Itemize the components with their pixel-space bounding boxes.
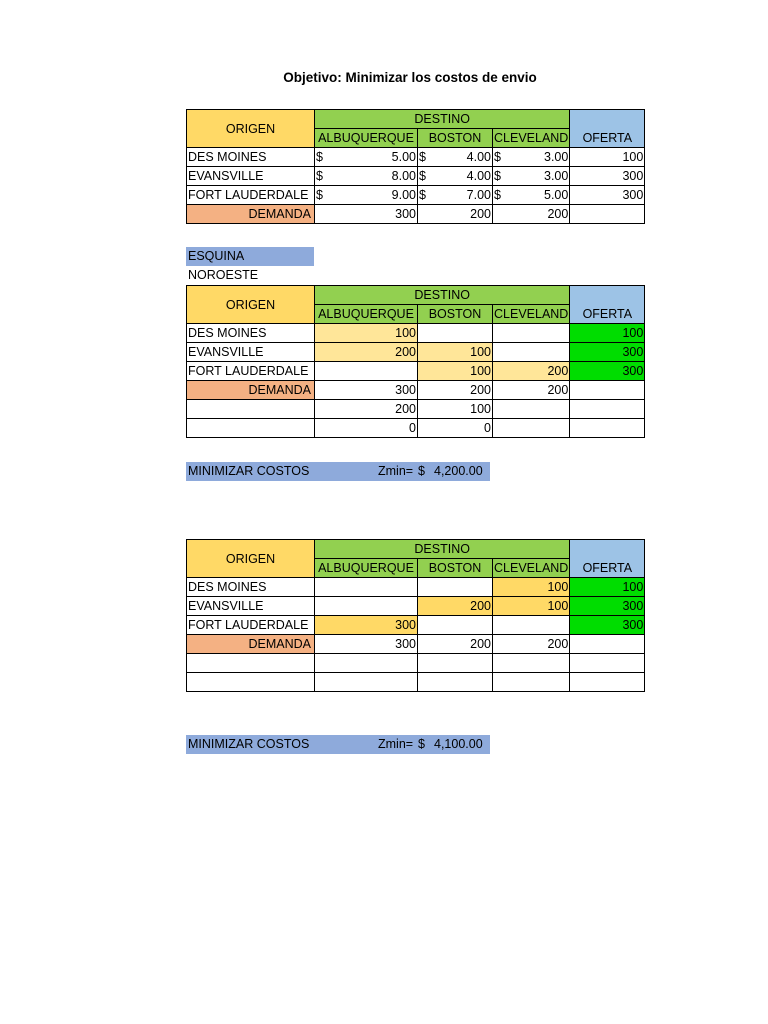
- zmin-label: Zmin=: [378, 464, 414, 478]
- allocation-cell[interactable]: [418, 616, 493, 635]
- oferta-cell[interactable]: 300: [570, 362, 645, 381]
- destino-header: DESTINO: [315, 286, 570, 305]
- origen-header: ORIGEN: [187, 540, 315, 578]
- oferta-cell[interactable]: 100: [570, 324, 645, 343]
- cost-table: [186, 109, 645, 224]
- demanda-cell[interactable]: 200: [418, 635, 493, 654]
- table-row: [187, 186, 645, 205]
- origin-name: DES MOINES: [187, 148, 315, 167]
- method-label: ESQUINA NOROESTE: [186, 247, 314, 266]
- destino-header: DESTINO: [315, 110, 570, 129]
- allocation-cell[interactable]: 200: [493, 362, 570, 381]
- demanda-label: DEMANDA: [187, 205, 315, 224]
- empty-cell[interactable]: [570, 635, 645, 654]
- oferta-cell[interactable]: 100: [570, 578, 645, 597]
- col-cleveland: CLEVELAND: [493, 305, 570, 324]
- table-row: [187, 597, 645, 616]
- summary-label: MINIMIZAR COSTOS: [188, 737, 310, 751]
- empty-cell[interactable]: [187, 673, 315, 692]
- demanda-cell[interactable]: 300: [315, 635, 418, 654]
- empty-cell[interactable]: [570, 400, 645, 419]
- origin-name: EVANSVILLE: [187, 167, 315, 186]
- summary-bar-1: [186, 462, 490, 481]
- table-row: [187, 616, 645, 635]
- alternative-table: [186, 539, 645, 692]
- oferta-header: OFERTA: [570, 286, 645, 324]
- page-title: Objetivo: Minimizar los costos de envio: [283, 70, 537, 85]
- empty-row: [187, 654, 645, 673]
- zmin-label: Zmin=: [378, 737, 414, 751]
- col-boston: BOSTON: [418, 129, 493, 148]
- demanda-row: [187, 381, 645, 400]
- allocation-cell[interactable]: 100: [493, 597, 570, 616]
- remaining-cell[interactable]: 0: [315, 419, 418, 438]
- cost-cell[interactable]: $ 4.00: [418, 167, 493, 186]
- empty-cell[interactable]: [418, 673, 493, 692]
- allocation-cell[interactable]: [418, 578, 493, 597]
- col-albuquerque: ALBUQUERQUE: [315, 129, 418, 148]
- demanda-row: [187, 635, 645, 654]
- origen-header: ORIGEN: [187, 110, 315, 148]
- col-albuquerque: ALBUQUERQUE: [315, 305, 418, 324]
- empty-cell[interactable]: [570, 205, 645, 224]
- empty-row: [187, 673, 645, 692]
- demanda-cell[interactable]: 200: [418, 205, 493, 224]
- allocation-cell[interactable]: [418, 324, 493, 343]
- allocation-cell[interactable]: 100: [418, 343, 493, 362]
- empty-cell[interactable]: [570, 419, 645, 438]
- demanda-cell[interactable]: 200: [418, 381, 493, 400]
- col-boston: BOSTON: [418, 559, 493, 578]
- empty-cell[interactable]: [570, 673, 645, 692]
- col-cleveland: CLEVELAND: [493, 129, 570, 148]
- origin-name: FORT LAUDERDALE: [187, 362, 315, 381]
- oferta-cell[interactable]: 300: [570, 597, 645, 616]
- origen-header: ORIGEN: [187, 286, 315, 324]
- empty-cell[interactable]: [493, 673, 570, 692]
- cost-cell[interactable]: $ 8.00: [315, 167, 418, 186]
- remaining-row: [187, 419, 645, 438]
- empty-cell[interactable]: [187, 654, 315, 673]
- zmin-value: 4,100.00: [434, 737, 483, 751]
- cost-cell[interactable]: $ 4.00: [418, 148, 493, 167]
- cost-cell[interactable]: $ 3.00: [493, 148, 570, 167]
- table-row: [187, 578, 645, 597]
- remaining-cell[interactable]: 200: [315, 400, 418, 419]
- allocation-cell[interactable]: [493, 343, 570, 362]
- allocation-cell[interactable]: [315, 362, 418, 381]
- demanda-cell[interactable]: 300: [315, 381, 418, 400]
- origin-name: EVANSVILLE: [187, 343, 315, 362]
- allocation-cell[interactable]: 100: [315, 324, 418, 343]
- oferta-cell[interactable]: 300: [570, 343, 645, 362]
- origin-name: FORT LAUDERDALE: [187, 616, 315, 635]
- cost-cell[interactable]: $ 5.00: [315, 148, 418, 167]
- allocation-cell[interactable]: 300: [315, 616, 418, 635]
- demanda-cell[interactable]: 200: [493, 381, 570, 400]
- cost-cell[interactable]: $ 9.00: [315, 186, 418, 205]
- remaining-cell[interactable]: 0: [418, 419, 493, 438]
- allocation-cell[interactable]: [493, 616, 570, 635]
- table-row: [187, 343, 645, 362]
- cost-cell[interactable]: $ 3.00: [493, 167, 570, 186]
- allocation-cell[interactable]: [493, 324, 570, 343]
- allocation-cell[interactable]: 200: [418, 597, 493, 616]
- oferta-cell[interactable]: 300: [570, 186, 645, 205]
- empty-cell[interactable]: [570, 381, 645, 400]
- demanda-label: DEMANDA: [187, 381, 315, 400]
- origin-name: EVANSVILLE: [187, 597, 315, 616]
- cost-cell[interactable]: $ 5.00: [493, 186, 570, 205]
- oferta-header: OFERTA: [570, 110, 645, 148]
- col-cleveland: CLEVELAND: [493, 559, 570, 578]
- oferta-cell[interactable]: 300: [570, 616, 645, 635]
- zmin-value: 4,200.00: [434, 464, 483, 478]
- allocation-cell[interactable]: 100: [418, 362, 493, 381]
- col-albuquerque: ALBUQUERQUE: [315, 559, 418, 578]
- destino-header: DESTINO: [315, 540, 570, 559]
- summary-bar-2: [186, 735, 490, 754]
- empty-cell[interactable]: [315, 654, 418, 673]
- table-row: [187, 148, 645, 167]
- oferta-cell[interactable]: 100: [570, 148, 645, 167]
- empty-cell[interactable]: [493, 654, 570, 673]
- cost-cell[interactable]: $ 7.00: [418, 186, 493, 205]
- demanda-cell[interactable]: 300: [315, 205, 418, 224]
- empty-cell[interactable]: [315, 673, 418, 692]
- allocation-cell[interactable]: [315, 597, 418, 616]
- northwest-table: [186, 285, 645, 438]
- currency-symbol: $: [418, 737, 425, 751]
- oferta-header: OFERTA: [570, 540, 645, 578]
- empty-cell[interactable]: [418, 654, 493, 673]
- origin-name: FORT LAUDERDALE: [187, 186, 315, 205]
- remaining-cell[interactable]: 100: [418, 400, 493, 419]
- table-row: [187, 167, 645, 186]
- oferta-cell[interactable]: 300: [570, 167, 645, 186]
- demanda-row: [187, 205, 645, 224]
- remaining-cell[interactable]: [493, 419, 570, 438]
- demanda-cell[interactable]: 200: [493, 635, 570, 654]
- demanda-label: DEMANDA: [187, 635, 315, 654]
- summary-label: MINIMIZAR COSTOS: [188, 464, 310, 478]
- empty-cell[interactable]: [570, 654, 645, 673]
- empty-cell[interactable]: [187, 400, 315, 419]
- remaining-cell[interactable]: [493, 400, 570, 419]
- currency-symbol: $: [418, 464, 425, 478]
- allocation-cell[interactable]: 200: [315, 343, 418, 362]
- table-row: [187, 324, 645, 343]
- empty-cell[interactable]: [187, 419, 315, 438]
- remaining-row: [187, 400, 645, 419]
- allocation-cell[interactable]: [315, 578, 418, 597]
- origin-name: DES MOINES: [187, 324, 315, 343]
- table-row: [187, 362, 645, 381]
- col-boston: BOSTON: [418, 305, 493, 324]
- demanda-cell[interactable]: 200: [493, 205, 570, 224]
- origin-name: DES MOINES: [187, 578, 315, 597]
- allocation-cell[interactable]: 100: [493, 578, 570, 597]
